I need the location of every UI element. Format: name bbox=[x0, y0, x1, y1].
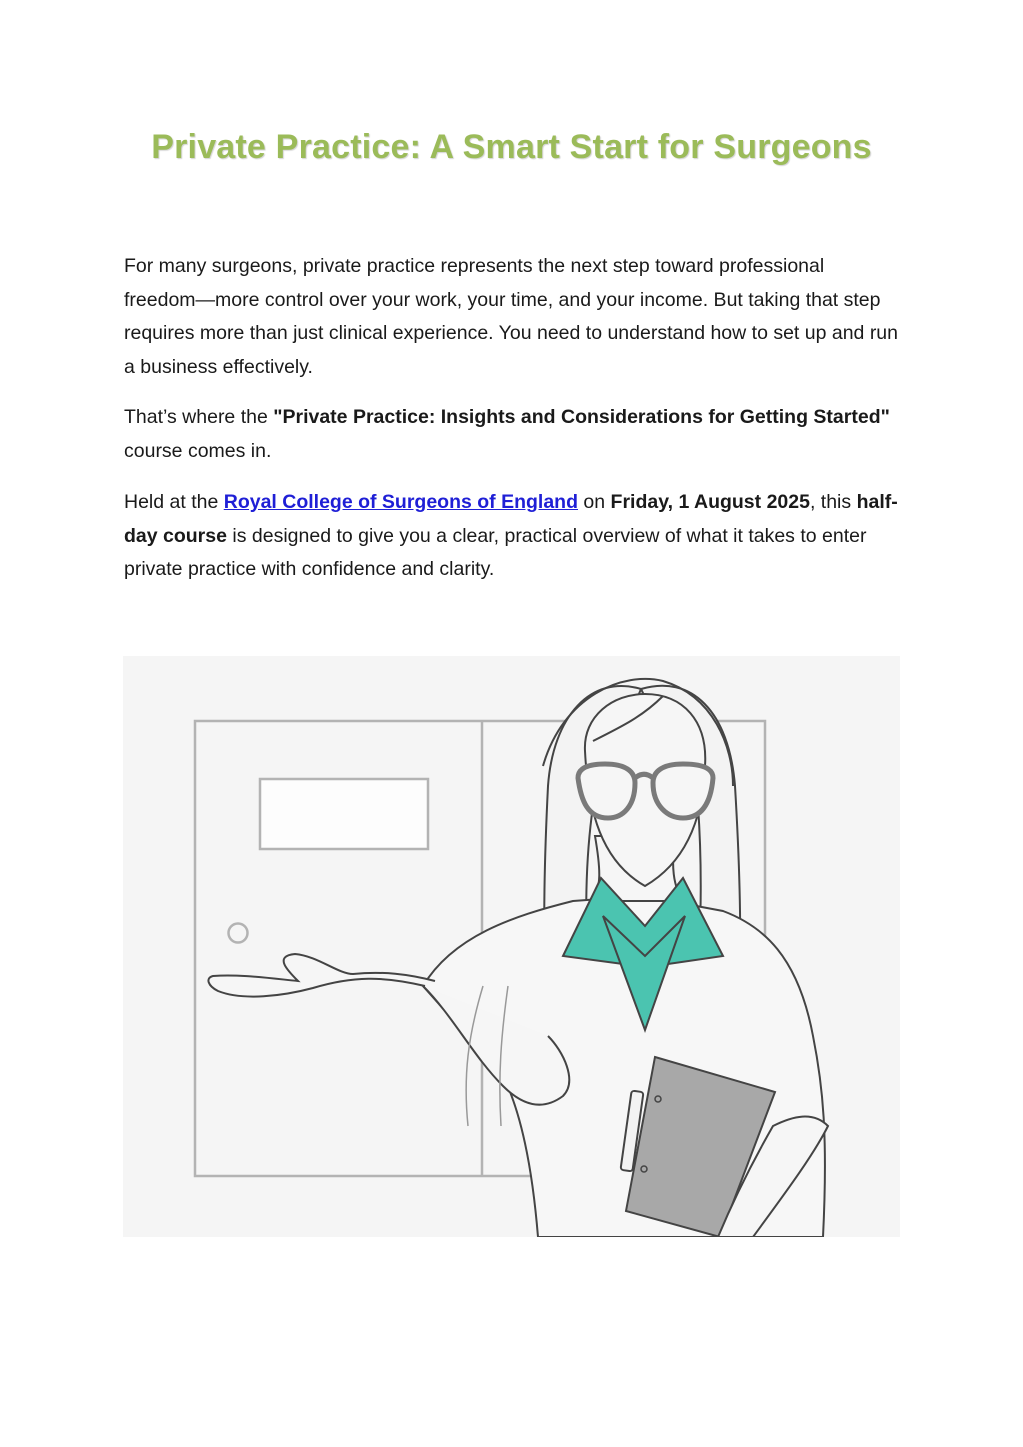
course-prefix: That’s where the bbox=[124, 406, 274, 428]
course-date: Friday, 1 August 2025 bbox=[610, 491, 810, 513]
venue-link[interactable]: Royal College of Surgeons of England bbox=[223, 491, 579, 513]
page-title: Private Practice: A Smart Start for Surgeons bbox=[151, 128, 872, 166]
this-text: , this bbox=[809, 491, 857, 513]
course-suffix: course comes in. bbox=[124, 439, 272, 462]
intro-paragraph: For many surgeons, private practice represents the next step toward professional freedom—more control over your work, your time, and your income. But taking that step requires more than just clinical experience. You need to understand how to set up and run a business effectively. bbox=[124, 255, 899, 378]
woman-with-clipboard-icon bbox=[123, 656, 900, 1237]
course-paragraph bbox=[124, 401, 899, 468]
held-prefix: Held at the bbox=[124, 491, 224, 513]
surgeon-illustration bbox=[123, 656, 900, 1237]
course-name: "Private Practice: Insights and Considerations for Getting Started" bbox=[273, 406, 890, 428]
on-text: on bbox=[578, 491, 611, 513]
course-format: half-day course bbox=[124, 491, 898, 547]
venue-paragraph bbox=[124, 486, 899, 587]
closing-text: is designed to give you a clear, practical overview of what it takes to enter private practice with confidence and clarity. bbox=[124, 524, 867, 581]
